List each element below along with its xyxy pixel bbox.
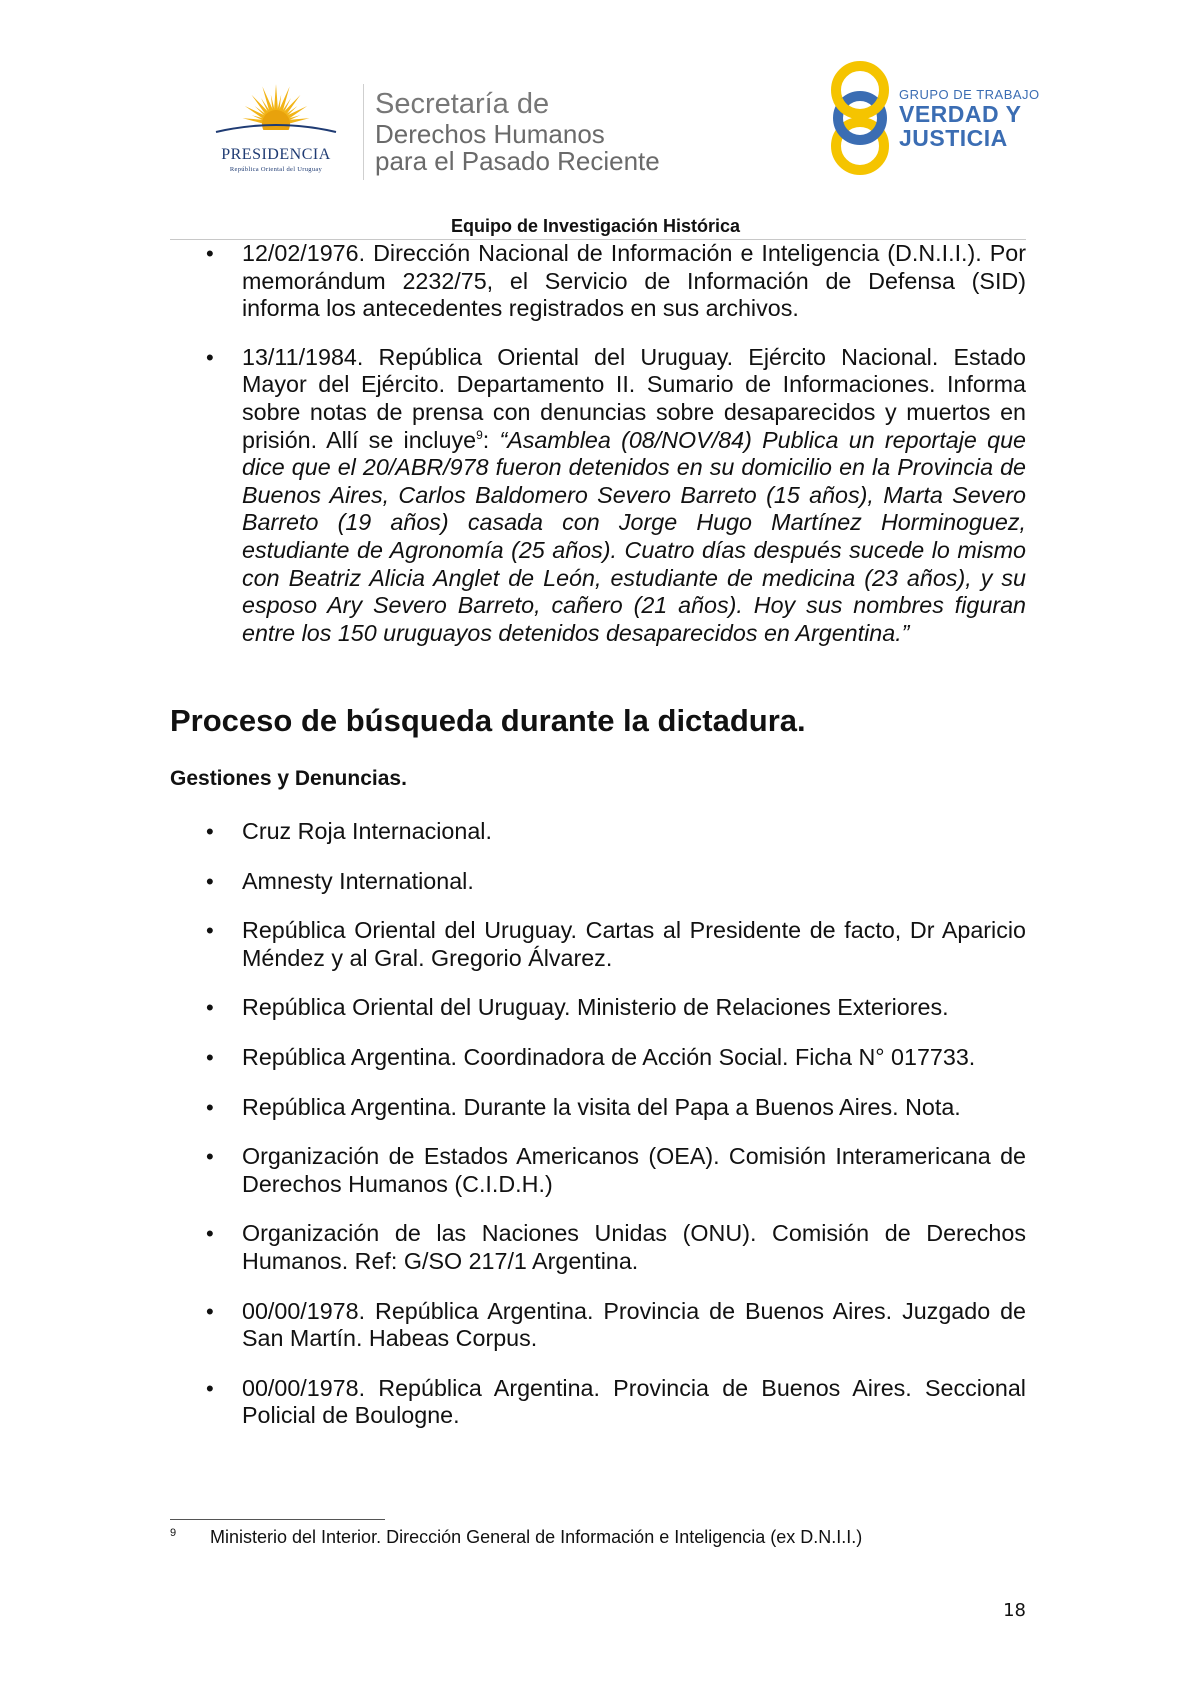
page-number: 18 [1003,1600,1026,1621]
footnote-ref[interactable]: 9 [476,427,483,442]
bullet-colon: : [482,426,500,453]
list-item: • 00/00/1978. República Argentina. Provincia de Buenos Aires. Seccional Policial de Boulogne. [170,1375,1026,1430]
list-item: • Organización de Estados Americanos (OEA). Comisión Interamericana de Derechos Humanos (C.I.D.H.) [170,1143,1026,1198]
secretaria-logo-text [375,88,735,175]
gestiones-list [170,818,1026,1452]
footnote-number: 9 [170,1527,177,1539]
list-item: • 00/00/1978. República Argentina. Provincia de Buenos Aires. Juzgado de San Martín. Habeas Corpus. [170,1298,1026,1353]
list-item: • Organización de las Naciones Unidas (ONU). Comisión de Derechos Humanos. Ref: G/SO 217/1 Argentina. [170,1220,1026,1275]
secretaria-line-1: Secretaría de [375,88,550,120]
secretaria-line-3: para el Pasado Reciente [375,146,660,176]
justicia-label: JUSTICIA [899,125,1008,151]
grupo-trabajo-label: GRUPO DE TRABAJO [899,87,1040,102]
list-item: • República Argentina. Durante la visita del Papa a Buenos Aires. Nota. [170,1094,1026,1122]
section-title: Proceso de búsqueda durante la dictadura. [170,703,806,738]
bullet-text: 13/11/1984. República Oriental del Uruguay. Ejército Nacional. Estado Mayor del Ejército. Departamento II. Sumario de Informaciones. Informa sobre notas de prensa con denuncias sobre desaparecidos y muertos en prisión. Allí se incluye [242,343,1026,453]
list-item: • 12/02/1976. Dirección Nacional de Información e Inteligencia (D.N.I.I.). Por memorándum 2232/75, el Servicio de Información de Defensa (SID) informa los antecedentes registrados en sus archivos. [170,240,1026,323]
subsection-title: Gestiones y Denuncias. [170,767,407,790]
footnote-text: Ministerio del Interior. Dirección General de Información e Inteligencia (ex D.N.I.I.) [210,1527,863,1547]
list-item: • Amnesty International. [170,868,1026,896]
presidencia-logo [196,80,356,180]
presidencia-name: PRESIDENCIA [221,146,331,163]
list-item: • República Oriental del Uruguay. Cartas al Presidente de facto, Dr Aparicio Méndez y al Gral. Gregorio Álvarez. [170,917,1026,972]
list-item: • República Oriental del Uruguay. Ministerio de Relaciones Exteriores. [170,994,1026,1022]
list-item [170,344,1026,648]
list-item: • Cruz Roja Internacional. [170,818,1026,846]
secretaria-line-2: Derechos Humanos [375,119,605,149]
list-item: • República Argentina. Coordinadora de Acción Social. Ficha N° 017733. [170,1044,1026,1072]
page-header [0,0,1191,236]
verdad-label: VERDAD Y [899,101,1022,127]
quoted-text: “Asamblea (08/NOV/84) Publica un reportaje que dice que el 20/ABR/978 fueron detenidos en su domicilio en la Provincia de Buenos Aires, Carlos Baldomero Severo Barreto (15 años), Marta Severo Barreto (19 años) casada con Jorge Hugo Martínez Horminoguez, estudiante de Agronomía (25 años). Cuatro días después sucede lo mismo con Beatriz Alicia Anglet de León, estudiante de medicina (23 años), y su esposo Ary Severo Barreto, cañero (21 años). Hoy sus nombres figuran entre los 150 uruguayos detenidos desaparecidos en Argentina.” [242,426,1026,646]
header-title: Equipo de Investigación Histórica [450,216,741,236]
top-bullet-list [170,240,1026,668]
header-divider [363,84,364,180]
verdad-justicia-logo-text [899,88,1049,150]
sun-emblem-icon [196,80,356,150]
footnote-rule [170,1519,385,1520]
linked-rings-icon [820,58,900,178]
presidencia-subtitle: República Oriental del Uruguay [229,166,323,173]
